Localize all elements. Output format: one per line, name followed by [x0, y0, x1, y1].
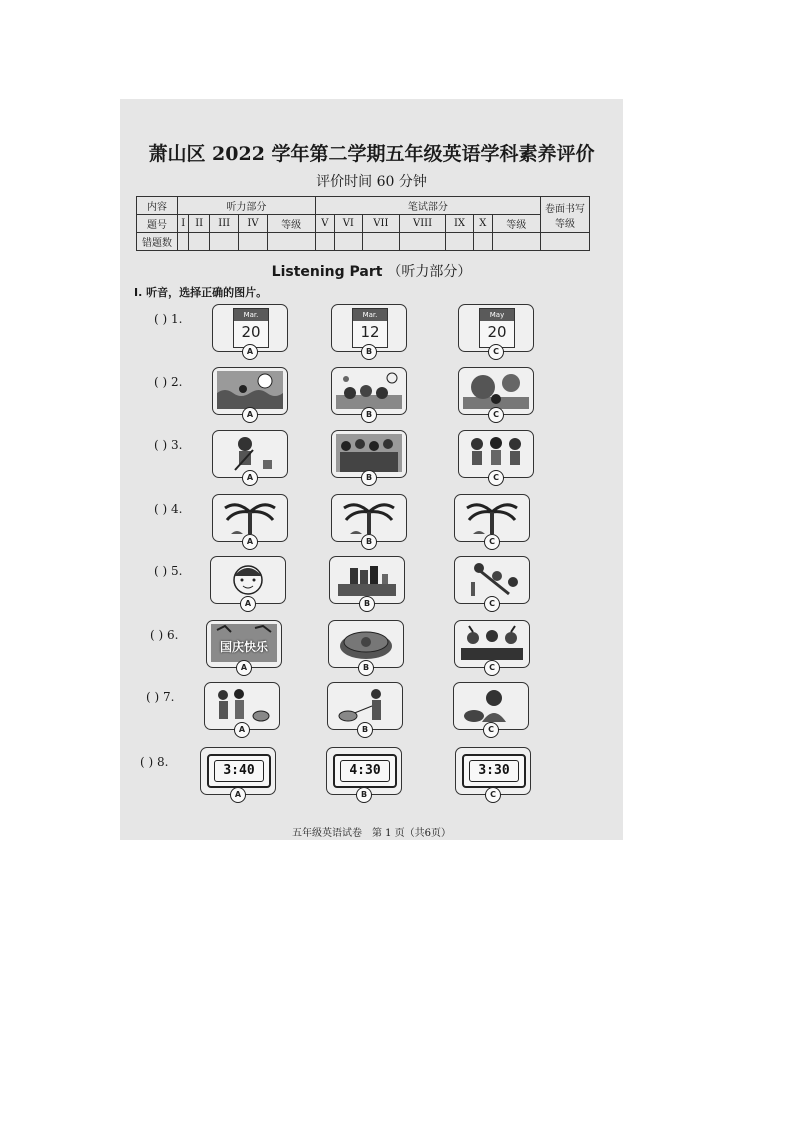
col-listening: IV [239, 215, 267, 233]
option-b[interactable] [331, 494, 407, 546]
option-letter: B [356, 787, 372, 803]
option-letter: C [485, 787, 501, 803]
question-5 [120, 556, 623, 612]
calendar-icon [352, 308, 388, 348]
question-number[interactable]: ( ) 4. [154, 502, 183, 516]
option-letter: A [240, 596, 256, 612]
option-b[interactable] [331, 304, 407, 356]
option-c[interactable] [458, 430, 534, 482]
palm-tree-icon [459, 498, 525, 536]
option-c[interactable] [454, 556, 530, 608]
option-c[interactable] [454, 494, 530, 546]
option-b[interactable] [331, 367, 407, 419]
option-letter: B [361, 407, 377, 423]
option-letter: A [242, 407, 258, 423]
question-number[interactable]: ( ) 7. [146, 690, 175, 704]
col-writing-grade: 等级 [492, 215, 540, 233]
question-1 [120, 304, 623, 360]
score-cell[interactable] [189, 233, 210, 251]
family-dog-icon [209, 686, 275, 724]
palm-tree-icon [217, 498, 283, 536]
option-c[interactable] [455, 747, 531, 799]
calendar-icon [233, 308, 269, 348]
score-cell[interactable] [446, 233, 474, 251]
exam-page-photo [120, 99, 623, 840]
question-6 [120, 620, 623, 676]
kids-slide-icon [459, 560, 525, 598]
option-letter: A [230, 787, 246, 803]
girl-dog-icon [458, 686, 524, 724]
question-2 [120, 367, 623, 423]
option-a[interactable] [212, 367, 288, 419]
score-cell[interactable] [267, 233, 315, 251]
question-number[interactable]: ( ) 6. [150, 628, 179, 642]
celebration-icon [459, 624, 525, 662]
listening-header: 听力部分 [178, 197, 316, 215]
option-letter: C [484, 534, 500, 550]
option-letter: B [359, 596, 375, 612]
clock-time: 4:30 [340, 760, 390, 782]
palm-tree-icon [336, 498, 402, 536]
three-kids-icon [463, 434, 529, 472]
calendar-icon [479, 308, 515, 348]
col-writing: X [473, 215, 492, 233]
option-letter: A [234, 722, 250, 738]
swimming-icon [217, 371, 283, 409]
question-number[interactable]: ( ) 5. [154, 564, 183, 578]
option-letter: A [242, 470, 258, 486]
score-table [136, 196, 590, 251]
col-listening: I [178, 215, 189, 233]
option-a[interactable] [212, 304, 288, 356]
calendar-month: May [480, 309, 514, 321]
score-cell[interactable] [315, 233, 334, 251]
score-cell[interactable] [492, 233, 540, 251]
col-listening: II [189, 215, 210, 233]
row-label-content: 内容 [137, 197, 178, 215]
girl-face-icon [215, 560, 281, 598]
col-writing: VII [362, 215, 399, 233]
national-day-icon [211, 624, 277, 662]
page-footer: 五年级英语试卷 第 1 页（共6页） [291, 828, 452, 839]
digital-clock-icon [333, 754, 397, 788]
children-playing-icon [336, 371, 402, 409]
score-cell[interactable] [362, 233, 399, 251]
option-letter: B [361, 534, 377, 550]
option-a[interactable] [210, 556, 286, 608]
option-a[interactable] [200, 747, 276, 799]
option-letter: C [488, 344, 504, 360]
exam-duration: 评价时间 60 分钟 [316, 174, 427, 190]
option-letter: A [242, 534, 258, 550]
option-c[interactable] [454, 620, 530, 672]
walking-dog-icon [332, 686, 398, 724]
option-letter: A [242, 344, 258, 360]
calendar-day: 20 [241, 323, 261, 341]
instruction: I. 听音，选择正确的图片。 [134, 286, 268, 299]
col-writing: VIII [399, 215, 445, 233]
option-a[interactable] [212, 494, 288, 546]
option-letter: B [361, 344, 377, 360]
clock-time: 3:40 [214, 760, 264, 782]
digital-clock-icon [462, 754, 526, 788]
option-letter: C [484, 596, 500, 612]
question-7 [120, 682, 623, 738]
option-b[interactable] [329, 556, 405, 608]
section-title-cn: （听力部分） [387, 264, 472, 280]
question-8 [120, 747, 623, 803]
books-desk-icon [334, 560, 400, 598]
question-4 [120, 494, 623, 550]
option-b[interactable] [331, 430, 407, 482]
score-cell[interactable] [178, 233, 189, 251]
mooncake-icon [333, 624, 399, 662]
col-writing: VI [334, 215, 362, 233]
section-title [120, 261, 623, 281]
option-letter: C [488, 407, 504, 423]
digital-clock-icon [207, 754, 271, 788]
option-letter: B [357, 722, 373, 738]
option-b[interactable] [328, 620, 404, 672]
question-number[interactable]: ( ) 8. [140, 755, 169, 769]
score-cell[interactable] [399, 233, 445, 251]
question-number[interactable]: ( ) 2. [154, 375, 183, 389]
question-number[interactable]: ( ) 3. [154, 438, 183, 452]
option-letter: C [483, 722, 499, 738]
option-c[interactable] [453, 682, 529, 734]
nature-scene-icon [463, 371, 529, 409]
option-letter: B [361, 470, 377, 486]
row-label-number: 题号 [137, 215, 178, 233]
row-label-errors: 错题数 [137, 233, 178, 251]
question-number[interactable]: ( ) 1. [154, 312, 183, 326]
exam-title: 萧山区 2022 学年第二学期五年级英语学科素养评价 [148, 143, 595, 165]
score-cell[interactable] [239, 233, 267, 251]
option-letter: C [488, 470, 504, 486]
sweeping-girl-icon [217, 434, 283, 472]
question-3 [120, 430, 623, 486]
handwriting-header: 卷面书写等级 [541, 197, 590, 233]
col-writing: V [315, 215, 334, 233]
option-b[interactable] [326, 747, 402, 799]
option-letter: A [236, 660, 252, 676]
calendar-day: 12 [360, 323, 380, 341]
score-cell[interactable] [473, 233, 492, 251]
option-a[interactable] [212, 430, 288, 482]
option-letter: B [358, 660, 374, 676]
option-b[interactable] [327, 682, 403, 734]
writing-header: 笔试部分 [315, 197, 540, 215]
score-cell[interactable] [334, 233, 362, 251]
score-cell[interactable] [541, 233, 590, 251]
option-a[interactable] [204, 682, 280, 734]
col-listening: III [209, 215, 239, 233]
calendar-month: Mar. [353, 309, 387, 321]
calendar-day: 20 [487, 323, 507, 341]
score-cell[interactable] [209, 233, 239, 251]
national-day-text: 国庆快乐 [219, 640, 268, 654]
crowd-icon [336, 434, 402, 472]
calendar-month: Mar. [234, 309, 268, 321]
clock-time: 3:30 [469, 760, 519, 782]
option-c[interactable] [458, 304, 534, 356]
option-a[interactable] [206, 620, 282, 672]
section-title-en: Listening Part [271, 264, 383, 280]
option-letter: C [484, 660, 500, 676]
col-writing: IX [446, 215, 474, 233]
col-listening-grade: 等级 [267, 215, 315, 233]
option-c[interactable] [458, 367, 534, 419]
